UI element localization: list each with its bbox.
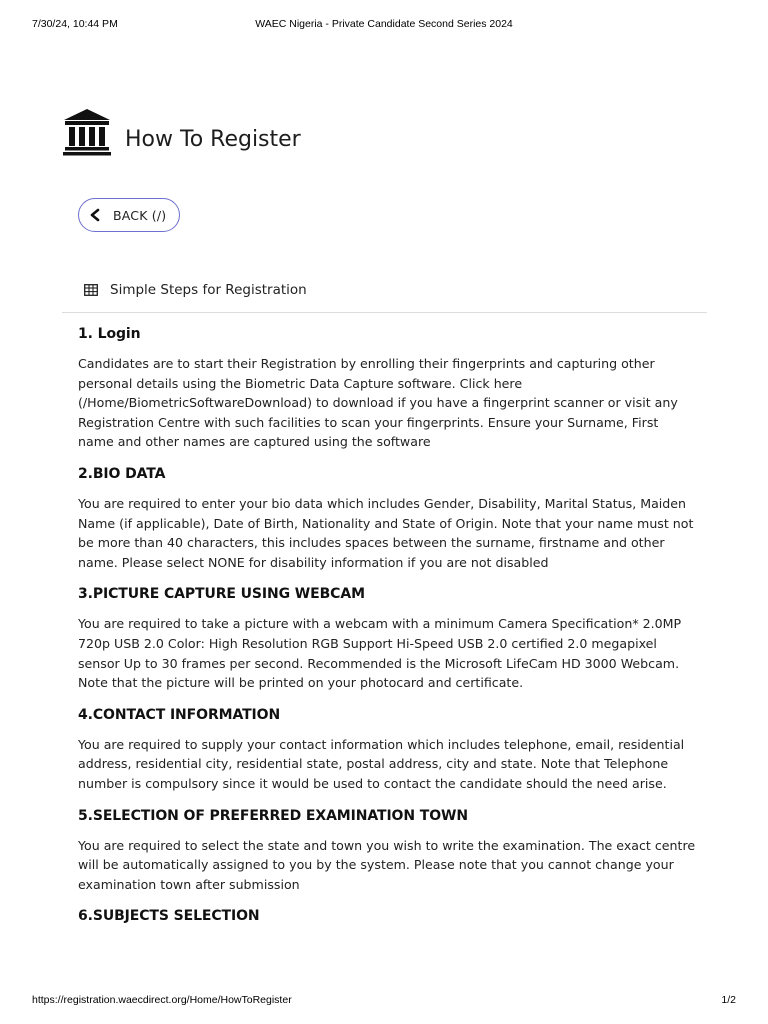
- step-body: You are required to enter your bio data which includes Gender, Disability, Marital Status, Maiden Name (if applicable), Date of Birth, Nationality and State of Origin. Note that your name must not be more than 40 characters, this includes spaces between the surname, firstname and other name. Please select NONE for disability information if you are not disabled: [78, 495, 694, 570]
- back-button[interactable]: [78, 198, 180, 232]
- steps-list: [78, 326, 698, 938]
- step-heading: 1. Login: [78, 326, 141, 342]
- step-body: You are required to select the state and town you wish to write the examination. The exact centre will be automatically assigned to you by the system. Please note that you cannot change your examination town after submission: [78, 837, 696, 892]
- step-heading: 5.SELECTION OF PREFERRED EXAMINATION TOWN: [78, 807, 468, 824]
- divider: [62, 312, 707, 313]
- step-body: You are required to take a picture with a webcam with a minimum Camera Specification* 2.0MP 720p USB 2.0 Color: High Resolution RGB Support Hi-Speed USB 2.0 certified 2.0 megapixel sensor Up to 30 frames per second. Recommended is the Microsoft LifeCam HD 3000 Webcam. Note that the picture will be printed on your photocard and certificate.: [78, 616, 682, 691]
- page-title-row: [62, 108, 462, 158]
- section-header-label: Simple Steps for Registration: [110, 282, 307, 298]
- print-page-number: 1/2: [721, 994, 736, 1006]
- print-datetime: 7/30/24, 10:44 PM: [32, 18, 118, 30]
- step-subjects-selection: [78, 908, 698, 924]
- step-picture-capture: [78, 586, 698, 692]
- step-login: [78, 326, 698, 452]
- print-url: https://registration.waecdirect.org/Home/HowToRegister: [32, 994, 292, 1006]
- step-body: You are required to supply your contact information which includes telephone, email, residential address, residential city, residential state, postal address, city and state. Note that Telephone number is compulsory since it would be used to contact the candidate should the need arise.: [78, 736, 685, 791]
- print-footer: [32, 994, 736, 1008]
- print-document-title: WAEC Nigeria - Private Candidate Second Series 2024: [255, 18, 513, 30]
- back-button-label: BACK (/): [113, 207, 167, 223]
- step-body: Candidates are to start their Registration by enrolling their fingerprints and capturing other personal details using the Biometric Data Capture software. Click here (/Home/BiometricSoftwareDownload) to download if you have a fingerprint scanner or visit any Registration Centre with such facilities to scan your fingerprints. Ensure your Surname, First name and other names are captured using the software: [78, 356, 678, 450]
- step-heading: 2.BIO DATA: [78, 465, 166, 482]
- page-title: How To Register: [125, 126, 301, 152]
- step-examination-town: [78, 808, 698, 895]
- table-grid-icon: [84, 284, 98, 296]
- bank-building-icon: [62, 108, 112, 156]
- step-heading: 4.CONTACT INFORMATION: [78, 706, 281, 723]
- step-heading: 6.SUBJECTS SELECTION: [78, 908, 260, 925]
- print-header: [32, 18, 736, 32]
- step-bio-data: [78, 466, 698, 572]
- step-heading: 3.PICTURE CAPTURE USING WEBCAM: [78, 586, 365, 603]
- step-contact-information: [78, 707, 698, 794]
- section-header: [84, 280, 484, 300]
- chevron-left-icon: [89, 208, 101, 222]
